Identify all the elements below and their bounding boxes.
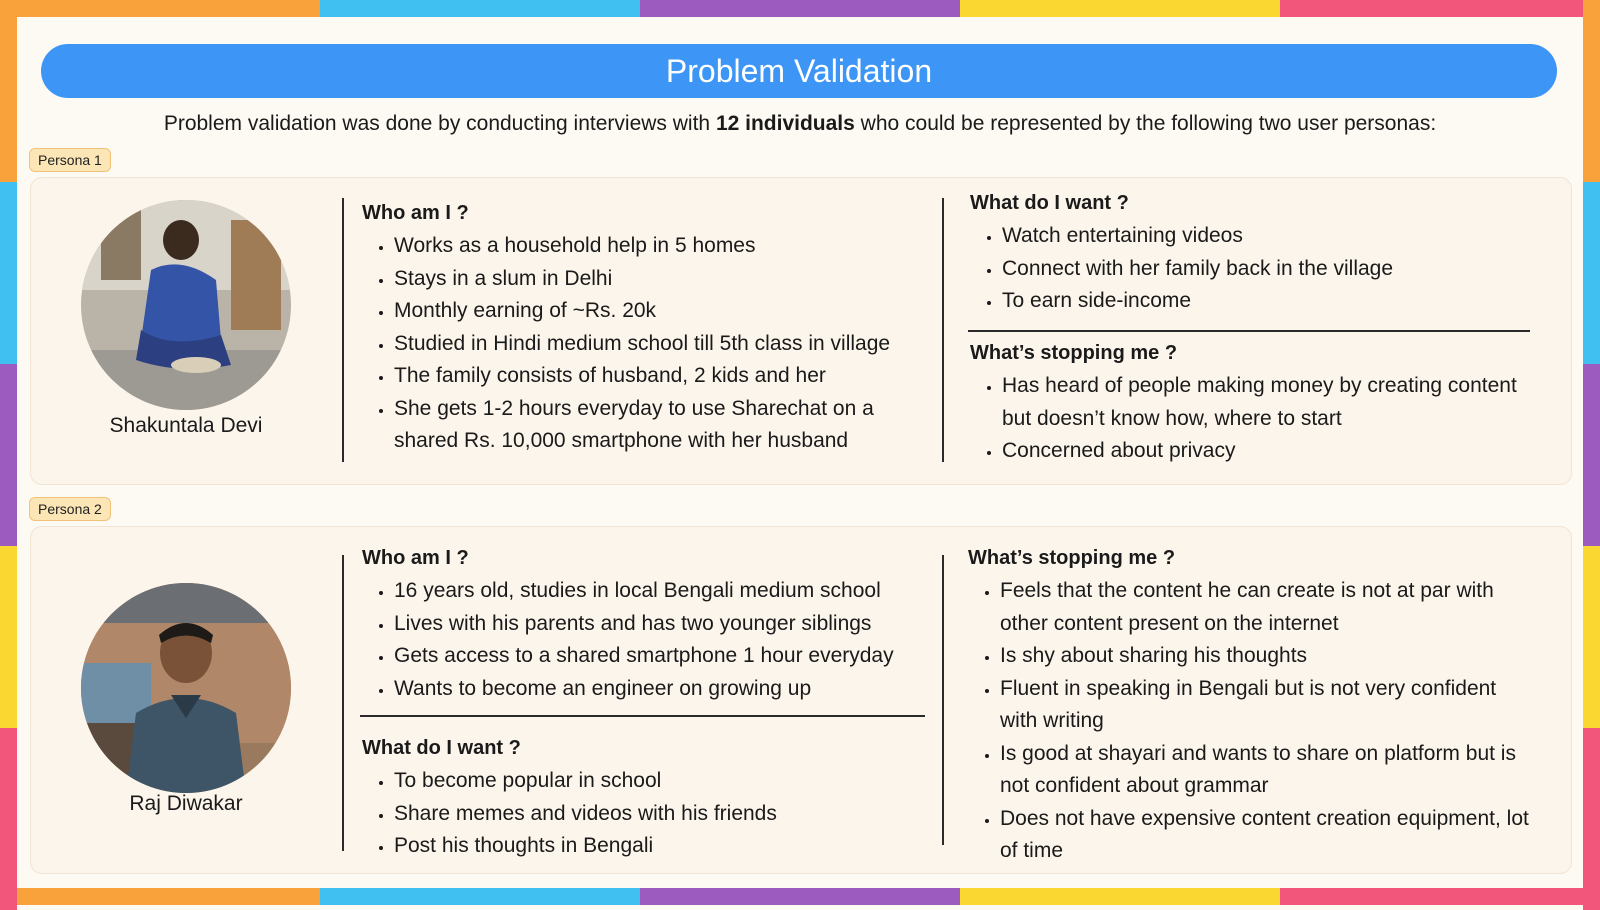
- persona-1-who-section: [362, 200, 932, 458]
- persona-2-want-section: [362, 735, 932, 863]
- persona-1-divider-left: [342, 198, 344, 462]
- list-item: • Does not have expensive content creation equipment, lot of time: [1000, 803, 1538, 868]
- list-item: • Wants to become an engineer on growing up: [394, 673, 932, 706]
- list-item: • Monthly earning of ~Rs. 20k: [394, 295, 932, 328]
- list-item: • Studied in Hindi medium school till 5th class in village: [394, 328, 932, 361]
- persona-2-photo: [81, 583, 291, 793]
- persona-1-want-list: [970, 220, 1530, 318]
- persona-2-divider-right: [942, 555, 944, 845]
- intro-highlight: 12 individuals: [715, 112, 855, 135]
- intro-text: Problem validation was done by conducting interviews with 12 individuals who could be represented by the following two user personas:: [163, 112, 1437, 135]
- persona-1-who-list: [362, 230, 932, 458]
- list-item: • Lives with his parents and has two younger siblings: [394, 608, 932, 641]
- page-title: Problem Validation: [41, 44, 1557, 98]
- persona-1-want-title: What do I want ?: [970, 192, 1129, 214]
- persona-2-tag: Persona 2: [29, 497, 111, 521]
- list-item: • Is shy about sharing his thoughts: [1000, 640, 1538, 673]
- persona-2-want-list: [362, 765, 932, 863]
- persona-2-card: [30, 526, 1572, 874]
- list-item: • 16 years old, studies in local Bengali medium school: [394, 575, 932, 608]
- persona-2-divider-horizontal: [360, 715, 925, 717]
- persona-1-stop-list: [970, 370, 1530, 468]
- persona-2-name: Raj Diwakar: [129, 792, 243, 815]
- persona-1-divider-horizontal: [968, 330, 1530, 332]
- list-item: • Feels that the content he can create is not at par with other content present on the internet: [1000, 575, 1538, 640]
- frame-bottom-border: [0, 888, 1600, 905]
- list-item: • Share memes and videos with his friends: [394, 798, 932, 831]
- list-item: • Gets access to a shared smartphone 1 hour everyday: [394, 640, 932, 673]
- persona-1-card: [30, 177, 1572, 485]
- list-item: • To become popular in school: [394, 765, 932, 798]
- persona-2-who-title: Who am I ?: [362, 547, 469, 569]
- persona-1-stop-title: What’s stopping me ?: [970, 342, 1178, 364]
- list-item: • Fluent in speaking in Bengali but is not very confident with writing: [1000, 673, 1538, 738]
- list-item: • To earn side-income: [1002, 285, 1530, 318]
- persona-2-stop-title: What’s stopping me ?: [968, 547, 1176, 569]
- list-item: • She gets 1-2 hours everyday to use Sharechat on a shared Rs. 10,000 smartphone with her husband: [394, 393, 932, 458]
- persona-1-want-section: [970, 190, 1530, 318]
- persona-2-divider-left: [342, 555, 344, 851]
- list-item: • Has heard of people making money by creating content but doesn’t know how, where to start: [1002, 370, 1530, 435]
- persona-2-want-title: What do I want ?: [362, 737, 521, 759]
- list-item: • Stays in a slum in Delhi: [394, 263, 932, 296]
- list-item: • Concerned about privacy: [1002, 435, 1530, 468]
- list-item: • Is good at shayari and wants to share on platform but is not confident about grammar: [1000, 738, 1538, 803]
- persona-2-stop-section: [968, 545, 1538, 868]
- persona-2-who-section: [362, 545, 932, 705]
- persona-1-tag: Persona 1: [29, 148, 111, 172]
- persona-1-name: Shakuntala Devi: [109, 414, 263, 437]
- list-item: • Works as a household help in 5 homes: [394, 230, 932, 263]
- persona-1-divider-right: [942, 198, 944, 462]
- persona-2-stop-list: [968, 575, 1538, 868]
- list-item: • The family consists of husband, 2 kids and her: [394, 360, 932, 393]
- frame-top-border: [0, 0, 1600, 17]
- persona-1-stop-section: [970, 340, 1530, 468]
- list-item: • Watch entertaining videos: [1002, 220, 1530, 253]
- list-item: • Connect with her family back in the village: [1002, 253, 1530, 286]
- persona-2-who-list: [362, 575, 932, 705]
- list-item: • Post his thoughts in Bengali: [394, 830, 932, 863]
- persona-1-photo: [81, 200, 291, 410]
- persona-1-who-title: Who am I ?: [362, 202, 469, 224]
